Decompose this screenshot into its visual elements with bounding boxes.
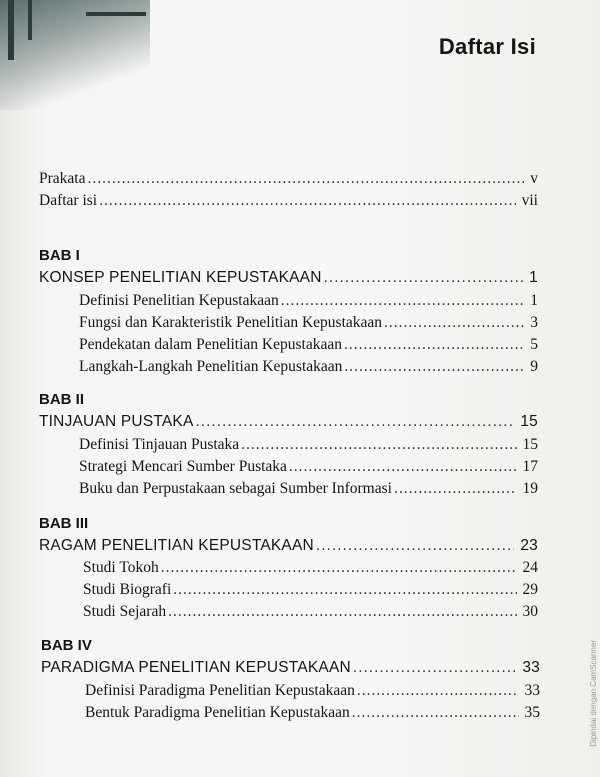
leader-dots	[161, 559, 517, 577]
toc-entry-label: Studi Sejarah	[83, 603, 167, 620]
chapter-title-entry[interactable]	[39, 537, 538, 555]
toc-entry-page: 29	[522, 581, 538, 598]
chapter-title-entry[interactable]	[41, 659, 540, 677]
toc-entry-page: 1	[529, 269, 538, 286]
leader-dots	[196, 413, 515, 431]
toc-entry-label: Definisi Tinjauan Pustaka	[79, 436, 240, 453]
chapter-title: RAGAM PENELITIAN KEPUSTAKAAN	[39, 537, 314, 554]
toc-entry-page: 17	[522, 458, 538, 475]
toc-entry-label: Buku dan Perpustakaan sebagai Sumber Informasi	[79, 480, 392, 497]
toc-entry-page: 19	[522, 480, 538, 497]
toc-entry-page: 3	[530, 314, 538, 331]
toc-entry-label: Pendekatan dalam Penelitian Kepustakaan	[79, 336, 342, 353]
leader-dots	[99, 192, 516, 210]
toc-entry-label: Fungsi dan Karakteristik Penelitian Kepustakaan	[79, 314, 383, 331]
toc-entry-page: 5	[530, 336, 538, 353]
leader-dots	[168, 603, 516, 621]
chapter-title: PARADIGMA PENELITIAN KEPUSTAKAAN	[41, 659, 351, 676]
toc-entry-label: Daftar isi	[39, 192, 98, 209]
toc-entry[interactable]	[79, 358, 538, 376]
chapter-title: TINJAUAN PUSTAKA	[39, 413, 194, 430]
toc-entry-page: 15	[520, 413, 538, 430]
toc-entry-label: Definisi Penelitian Kepustakaan	[79, 292, 279, 309]
toc-entry-page: 35	[524, 704, 540, 721]
toc-entry-page: 1	[530, 292, 538, 309]
leader-dots	[173, 581, 516, 599]
leader-dots	[344, 358, 524, 376]
leader-dots	[384, 314, 524, 332]
toc-entry-label: Studi Biografi	[83, 581, 172, 598]
leader-dots	[352, 704, 519, 722]
leader-dots	[344, 336, 524, 354]
toc-entry[interactable]	[83, 581, 538, 599]
toc-entry-page: vii	[521, 192, 538, 209]
toc-entry-label: Studi Tokoh	[83, 559, 159, 576]
chapter-title-entry[interactable]	[39, 413, 538, 431]
chapter-title-entry[interactable]	[39, 269, 538, 287]
toc-entry-label: Prakata	[39, 170, 86, 187]
scan-corner-shadow	[0, 0, 150, 110]
leader-dots	[316, 537, 514, 555]
toc-entry-daftar-isi[interactable]	[39, 192, 538, 210]
leader-dots	[357, 682, 519, 700]
leader-dots	[281, 292, 525, 310]
chapter-number: BAB IV	[41, 637, 92, 654]
toc-entry[interactable]	[79, 480, 538, 498]
chapter-number: BAB II	[39, 391, 84, 408]
toc-entry[interactable]	[85, 682, 540, 700]
chapter-title: KONSEP PENELITIAN KEPUSTAKAAN	[39, 269, 322, 286]
leader-dots	[241, 436, 516, 454]
toc-entry-prakata[interactable]	[39, 170, 538, 188]
leader-dots	[87, 170, 524, 188]
toc-entry-page: 23	[520, 537, 538, 554]
toc-entry-page: 30	[522, 603, 538, 620]
chapter-number: BAB I	[39, 247, 80, 264]
toc-entry-page: 33	[524, 682, 540, 699]
toc-entry[interactable]	[79, 314, 538, 332]
chapter-number: BAB III	[39, 515, 89, 532]
leader-dots	[289, 458, 517, 476]
toc-entry-page: 15	[522, 436, 538, 453]
leader-dots	[324, 269, 524, 287]
toc-entry-label: Strategi Mencari Sumber Pustaka	[79, 458, 287, 475]
toc-entry[interactable]	[83, 603, 538, 621]
leader-dots	[394, 480, 517, 498]
toc-entry[interactable]	[79, 292, 538, 310]
toc-entry[interactable]	[85, 704, 540, 722]
leader-dots	[353, 659, 516, 677]
toc-entry[interactable]	[79, 436, 538, 454]
toc-entry-label: Definisi Paradigma Penelitian Kepustakaan	[85, 682, 355, 699]
page-title: Daftar Isi	[438, 34, 536, 59]
toc-entry[interactable]	[83, 559, 538, 577]
toc-entry-page: 33	[522, 659, 540, 676]
scanner-watermark: Dipindai dengan CamScanner	[589, 640, 598, 747]
toc-entry[interactable]	[79, 336, 538, 354]
toc-entry-label: Bentuk Paradigma Penelitian Kepustakaan	[85, 704, 350, 721]
toc-entry-label: Langkah-Langkah Penelitian Kepustakaan	[79, 358, 343, 375]
toc-entry-page: 9	[530, 358, 538, 375]
toc-entry-page: v	[530, 170, 538, 187]
toc-entry-page: 24	[522, 559, 538, 576]
toc-entry[interactable]	[79, 458, 538, 476]
